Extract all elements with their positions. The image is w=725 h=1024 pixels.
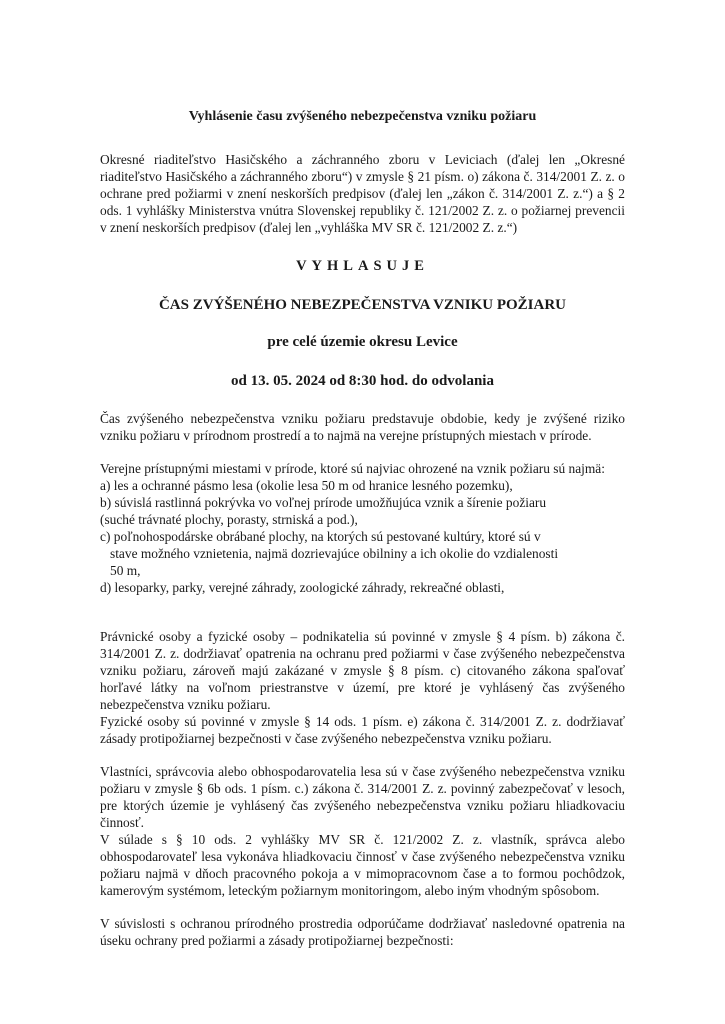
heading-vyhlasuje: VYHLASUJE: [296, 258, 429, 274]
intro-paragraph: Okresné riaditeľstvo Hasičského a záchranného zboru v Leviciach (ďalej len „Okresné riaditeľstvo Hasičského a záchranného zboru“) v zmysle § 21 písm. o) zákona č. 314/2001 Z. z. o ochrane pred požiarmi v znení neskorších predpisov (ďalej len „zákon č. 314/2001 Z. z.“) a § 2 ods. 1 vyhlášky Ministerstva vnútra Slovenskej republiky č. 121/2002 Z. z. o požiarnej prevencii v znení neskorších predpisov (ďalej len „vyhláška MV SR č. 121/2002 Z. z.“): [100, 152, 625, 235]
places-block: [100, 460, 625, 596]
heading-uzemie: pre celé územie okresu Levice: [267, 334, 458, 350]
heading-cas: ČAS ZVÝŠENÉHO NEBEZPEČENSTVA VZNIKU POŽIARU: [158, 297, 567, 313]
forest-owners-block: [100, 763, 625, 899]
definition-paragraph: Čas zvýšeného nebezpečenstva vzniku požiaru predstavuje obdobie, kedy je zvýšené riziko vzniku požiaru v prírodnom prostredí a to najmä na verejne prístupných miestach v prírode.: [100, 411, 625, 443]
owners-paragraph: Vlastníci, správcovia alebo obhospodarovatelia lesa sú v čase zvýšeného nebezpečenstva vzniku požiaru v zmysle § 6b ods. 1 písm. c.) zákona č. 314/2001 Z. z. povinný zabezpečovať v lesoch, pre ktorých územie je vyhlásený čas zvýšeného nebezpečenstva vzniku požiaru hliadkovaciu činnosť.: [100, 764, 625, 830]
document-title: Vyhlásenie času zvýšeného nebezpečenstva vzniku požiaru: [188, 109, 537, 124]
place-item: d) lesoparky, parky, verejné záhrady, zoologické záhrady, rekreačné oblasti,: [100, 580, 505, 595]
place-item: 50 m,: [110, 563, 141, 578]
obligations-block: [100, 628, 625, 747]
place-item: c) poľnohospodárske obrábané plochy, na ktorých sú pestované kultúry, ktoré sú v: [100, 529, 541, 544]
place-item: b) súvislá rastlinná pokrývka vo voľnej prírode umožňujúca vznik a šírenie požiaru: [100, 495, 547, 510]
place-item: stave možného vznietenia, najmä dozrievajúce obilniny a ich okolie do vzdialenosti: [110, 546, 559, 561]
place-item: (suché trávnaté plochy, porasty, strniská a pod.),: [100, 512, 358, 527]
place-item: a) les a ochranné pásmo lesa (okolie lesa 50 m od hranice lesného pozemku),: [100, 478, 513, 493]
patrol-paragraph: V súlade s § 10 ods. 2 vyhlášky MV SR č. 121/2002 Z. z. vlastník, správca alebo obhospodarovateľ lesa vykonáva hliadkovaciu činnosť v čase zvýšeného nebezpečenstva vzniku požiaru najmä v dňoch pracovného pokoja a v mimopracovnom čase a to formou pochôdzok, kamerovým systémom, leteckým požiarnym monitoringom, alebo iným vhodným spôsobom.: [100, 832, 625, 898]
places-intro: Verejne prístupnými miestami v prírode, ktoré sú najviac ohrozené na vznik požiaru sú najmä:: [100, 461, 605, 476]
legal-persons-paragraph: Právnické osoby a fyzické osoby – podnikatelia sú povinné v zmysle § 4 písm. b) zákona č. 314/2001 Z. z. dodržiavať opatrenia na ochranu pred požiarmi v čase zvýšeného nebezpečenstva vzniku požiaru, zároveň majú zakázané v zmysle § 8 písm. c) citovaného zákona spaľovať horľavé látky na voľnom priestranstve v území, pre ktoré je vyhlásený čas zvýšeného nebezpečenstva vzniku požiaru.: [100, 629, 625, 712]
natural-persons-paragraph: Fyzické osoby sú povinné v zmysle § 14 ods. 1 písm. e) zákona č. 314/2001 Z. z. dodržiavať zásady protipožiarnej bezpečnosti v čase zvýšeného nebezpečenstva vzniku požiaru.: [100, 714, 625, 746]
recommend-paragraph: V súvislosti s ochranou prírodného prostredia odporúčame dodržiavať nasledovné opatrenia na úseku ochrany pred požiarmi a zásady protipožiarnej bezpečnosti:: [100, 916, 625, 948]
heading-datum: od 13. 05. 2024 od 8:30 hod. do odvolania: [231, 373, 494, 389]
spacer: [100, 612, 625, 628]
